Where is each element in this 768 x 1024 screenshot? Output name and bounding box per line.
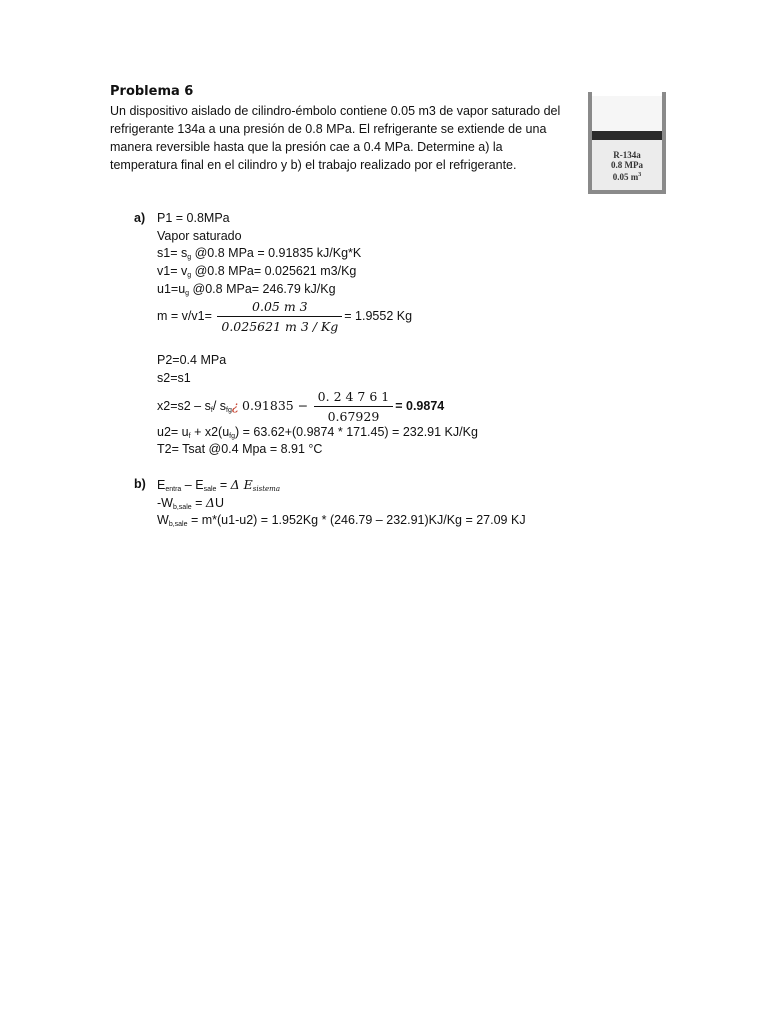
work-result-line: $W_{b,sale} = m*(u1-u2) = 1.952Kg * (246.79 - 232.91)KJ/Kg = 27.09$ KJ [157,513,526,528]
s1-line: $s1= s_g$ @0.8 MPa = 0.91835 kJ/Kg*K [157,246,362,261]
mass-fraction: $\frac{0.05 m 3}{0.025621 m 3 / Kg}$ [217,298,342,335]
mass-line: m = v/v1= $\frac{0.05 m 3}{0.025621 m 3 / Kg}$ = 1.9552 Kg [157,299,413,334]
part-b-label: b) [134,477,146,491]
v1-line: $v1= v_g$ @0.8 MPa= 0.025621 m3/Kg [157,264,357,279]
u2-line: $u2= u_f + x2(u_{fg}) = 63.62+(0.9874 * 171.45) = 232.91$ KJ/Kg [157,425,478,440]
x2-line: $x2=s2 - s_f/$ $s_{fg}¿$ 0.91835 − $\frac{0. 2 4 7 6 1}{0.67929}$ = 0.9874 [157,389,445,424]
u1-line: $u1=u_g$ @0.8 MPa= 246.79 kJ/Kg [157,282,336,297]
cylinder-wall-right [662,92,666,194]
problem-title: Problema 6 [110,84,194,99]
t2-line: T2= Tsat @0.4 Mpa = 8.91 °C [157,442,323,456]
figure-pressure-label: 0.8 MPa [611,160,643,170]
piston [592,131,662,140]
piston-cylinder-figure [586,90,668,196]
s2-line: s2=s1 [157,371,191,385]
energy-balance-line: $E_{entra} - E_{sale} = \Delta$ $E_{sistema}$ [157,477,280,493]
figure-fluid-label: R-134a [613,150,641,160]
cylinder-wall-left [588,92,592,194]
cylinder-bottom [588,190,666,194]
part-a-label: a) [134,211,146,225]
state1-line: Vapor saturado [157,229,242,243]
problem-statement: Un dispositivo aislado de cilindro-émbolo contiene 0.05 m3 de vapor saturado del refrigerante 134a a una presión de 0.8 MPa. El refrigerante se extiende de una manera reversible hasta que la presión cae a 0.4 MPa. Determine a) la temperatura final en el cilindro y b) el trabajo realizado por el refrigerante. [110,104,561,172]
x2-fraction: $\frac{0. 2 4 7 6 1}{0.67929}$ [314,388,394,425]
p1-line: P1 = 0.8MPa [157,211,230,225]
work-delta-u-line: $-W_{b,sale} = \Delta U$ [157,495,224,511]
p2-line: P2=0.4 MPa [157,353,227,367]
figure-volume-label: 0.05 $m^3$ [612,172,642,182]
